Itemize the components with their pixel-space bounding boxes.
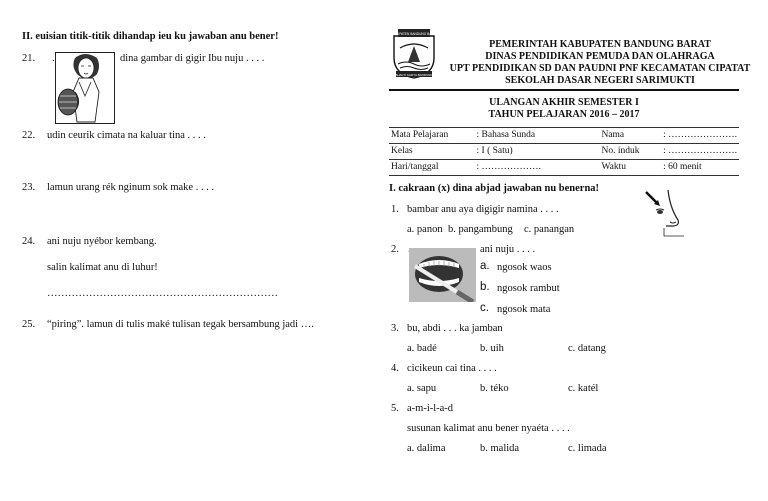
q24-answer-line: ………………………………………………………… [47, 288, 278, 299]
regency-logo [390, 28, 438, 80]
q21-blank: . [52, 53, 55, 64]
q1-option-a[interactable]: a. panon [407, 224, 443, 235]
nose-illustration [644, 184, 688, 240]
q4-option-b[interactable]: b. téko [480, 383, 509, 394]
logo-bottom-text: BHAKTI KARYA BANDUNG [395, 72, 433, 77]
section-i-title: I. cakraan (x) dina abjad jawaban nu benerna! [389, 183, 600, 194]
q2-number: 2. [391, 244, 399, 255]
q2-text: ani nuju . . . . [480, 244, 536, 255]
info-label: Nama [599, 128, 661, 144]
logo-top-text: KABUPATEN BANDUNG BARAT [390, 32, 438, 36]
q25-number: 25. [22, 319, 36, 330]
q24-text: ani nuju nyébor kembang. [47, 236, 157, 247]
q1-option-b[interactable]: b. pangambung [448, 224, 513, 235]
q2-option-b-letter[interactable]: b. [480, 281, 490, 293]
woman-basket-illustration [55, 52, 115, 124]
q23-number: 23. [22, 182, 36, 193]
header-line-4: SEKOLAH DASAR NEGERI SARIMUKTI [505, 75, 695, 86]
q4-option-c[interactable]: c. katél [568, 383, 599, 394]
info-label: No. induk [599, 144, 661, 160]
header-line-1: PEMERINTAH KABUPATEN BANDUNG BARAT [489, 39, 711, 50]
q2-option-c-letter[interactable]: c. [480, 302, 489, 314]
info-value: : Bahasa Sunda [475, 128, 600, 144]
q21-number: 21. [22, 53, 36, 64]
exam-title: ULANGAN AKHIR SEMESTER I [489, 97, 639, 108]
info-row [389, 128, 739, 144]
q23-text: lamun urang rék nginum sok make . . . . [47, 182, 215, 193]
q3-option-b[interactable]: b. uih [480, 343, 504, 354]
q2-option-b[interactable]: ngosok rambut [497, 283, 560, 294]
q22-text: udin ceurik cimata na kaluar tina . . . . [47, 130, 206, 141]
q22-number: 22. [22, 130, 36, 141]
info-label: Kelas [389, 144, 475, 160]
info-row [389, 144, 739, 160]
q1-number: 1. [391, 204, 399, 215]
q3-number: 3. [391, 323, 399, 334]
q5-text: a-m-i-l-a-d [407, 403, 454, 414]
q2-option-c[interactable]: ngosok mata [497, 304, 551, 315]
info-value: : I ( Satu) [475, 144, 600, 160]
info-row [389, 160, 739, 176]
q5-number: 5. [391, 403, 399, 414]
q5-option-b[interactable]: b. malida [480, 443, 520, 454]
q21-text: dina gambar di gigir Ibu nuju . . . . [120, 53, 265, 64]
q25-text: “piring”. lamun di tulis maké tulisan tegak bersambung jadi …. [47, 319, 314, 330]
header-line-2: DINAS PENDIDIKAN PEMUDA DAN OLAHRAGA [485, 51, 715, 62]
q3-option-a[interactable]: a. badé [407, 343, 437, 354]
info-value: : …………………. [661, 144, 739, 160]
q5-option-a[interactable]: a. dalima [407, 443, 446, 454]
q1-text: bambar anu aya digigir namina . . . . [407, 204, 559, 215]
q4-text: cicikeun cai tina . . . . [407, 363, 497, 374]
student-info-table [389, 127, 739, 176]
q3-option-c[interactable]: c. datang [568, 343, 606, 354]
info-value: : ………………. [475, 160, 600, 176]
info-value: : 60 menit [661, 160, 739, 176]
q4-option-a[interactable]: a. sapu [407, 383, 437, 394]
q2-option-a[interactable]: ngosok waos [497, 262, 552, 273]
toothbrush-mouth-illustration [409, 248, 476, 302]
q5-option-c[interactable]: c. limada [568, 443, 607, 454]
info-value: : …………………. [661, 128, 739, 144]
header-divider [389, 89, 739, 91]
q4-number: 4. [391, 363, 399, 374]
q24-instruction: salin kalimat anu di luhur! [47, 262, 158, 273]
exam-year: TAHUN PELAJARAN 2016 – 2017 [488, 109, 640, 120]
q2-option-a-letter[interactable]: a. [480, 260, 490, 272]
info-label: Waktu [599, 160, 661, 176]
q24-number: 24. [22, 236, 36, 247]
info-label: Mata Pelajaran [389, 128, 475, 144]
section-ii-title: II. euisian titik-titik dihandap ieu ku jawaban anu bener! [22, 31, 279, 42]
header-line-3: UPT PENDIDIKAN SD DAN PAUDNI PNF KECAMATAN CIPATAT [449, 63, 751, 74]
q5-instruction: susunan kalimat anu bener nyaéta . . . . [407, 423, 570, 434]
q1-option-c[interactable]: c. panangan [524, 224, 575, 235]
info-label: Hari/tanggal [389, 160, 475, 176]
q3-text: bu, abdi . . . ka jamban [407, 323, 503, 334]
